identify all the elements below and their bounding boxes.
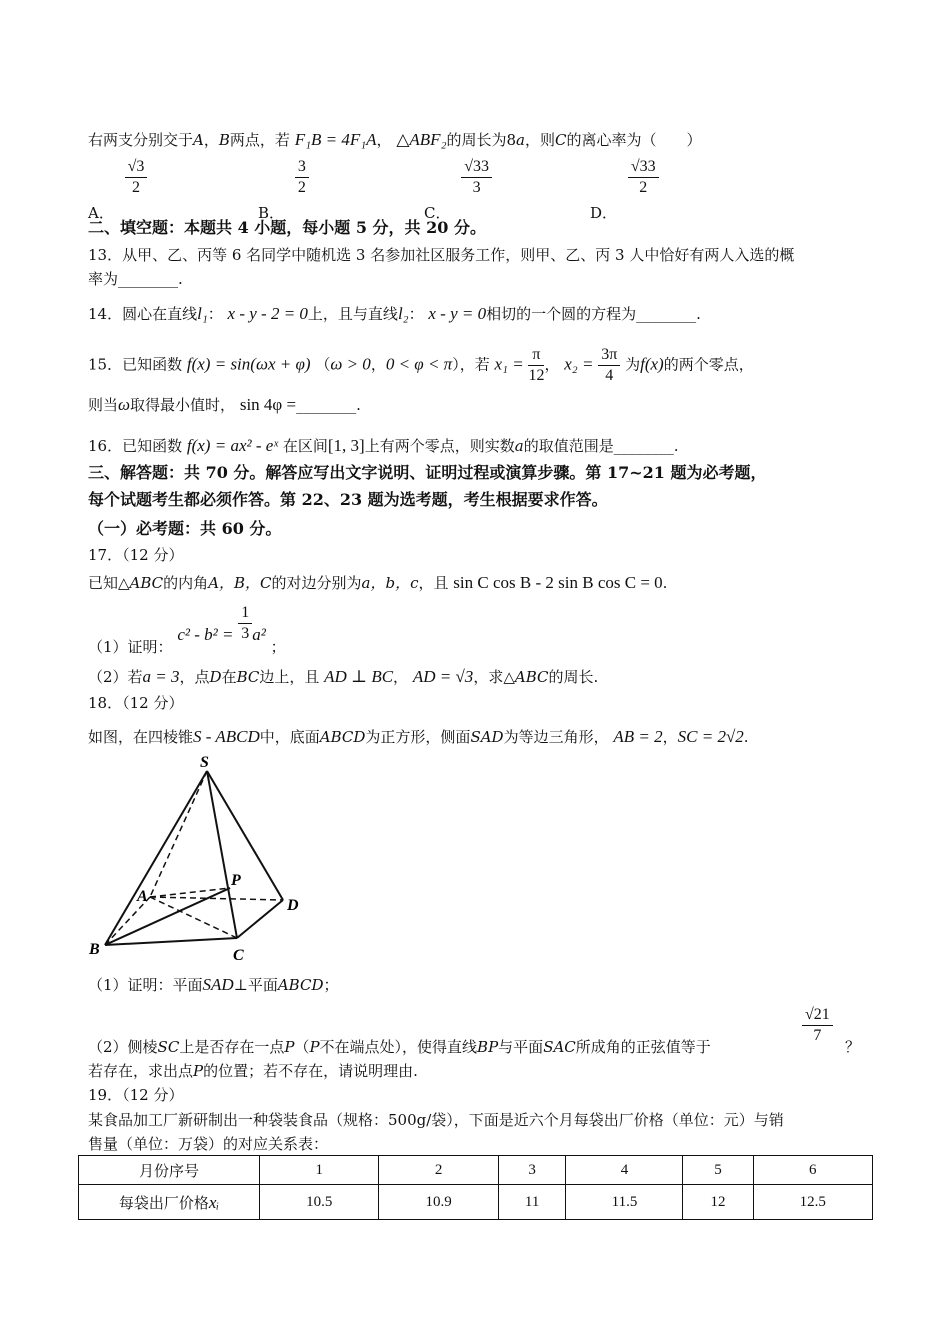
table-cell: 12 <box>683 1185 753 1220</box>
table-cell: 10.5 <box>260 1185 379 1220</box>
q15-x2-fraction: $\frac{3\pi}{4}$ <box>598 345 620 386</box>
q13-line1: 13．从甲、乙、丙等 6 名同学中随机选 3 名参加社区服务工作，则甲、乙、丙 3 人中恰好有两人入选的概 <box>88 246 795 264</box>
pyramid-figure <box>85 755 315 965</box>
q18-part2-line1: （2）侧棱SC上是否存在一点P（P不在端点处），使得直线BP与平面SAC所成角的正弦值等于 <box>88 1038 711 1056</box>
q18-part2-line2: 若存在，求出点P的位置；若不存在，请说明理由. <box>88 1062 418 1080</box>
table-cell: 12.5 <box>753 1185 872 1220</box>
q18-sine-fraction: $\frac{√21}{7}$ <box>802 1005 833 1046</box>
label-D: D <box>287 897 299 914</box>
table-cell: 6 <box>753 1156 872 1185</box>
q14-line2-equation: x - y = 0 <box>428 304 487 323</box>
table-cell: 3 <box>498 1156 566 1185</box>
q12-stem: 右两支分别交于A，B两点，若 F₁B = 4F₁A， △ABF₂的周长为8a，则C的离心率为（ ） <box>88 130 702 149</box>
price-table <box>78 1155 873 1220</box>
q18-question-mark: ？ <box>845 1038 861 1056</box>
q12-condition-vector: F₁B = 4F₁A <box>294 130 377 149</box>
edge-SB <box>105 771 207 945</box>
q18-head: 18．（12 分） <box>88 694 184 712</box>
q17-condition: sin C cos B - 2 sin B cos C = 0 <box>453 573 663 592</box>
q15-answer-expression: sin 4φ = <box>239 395 297 414</box>
edge-AD <box>150 897 283 900</box>
edge-BC <box>105 938 237 945</box>
q12-option-b: B． $\frac{3}{2}$ <box>258 157 309 198</box>
q17-stem: 已知△ABC的内角A，B，C的对边分别为a，b，c，且 sin C cos B - 2 sin B cos C = 0. <box>88 573 668 592</box>
label-A: A <box>137 888 148 905</box>
table-header-price: 每袋出厂价格xᵢ <box>79 1185 260 1220</box>
q19-line1: 某食品加工厂新研制出一种袋装食品（规格：500g/袋），下面是近六个月每袋出厂价格（单位：元）与销 <box>88 1111 784 1129</box>
table-cell: 10.9 <box>379 1185 498 1220</box>
section-3-subheading: （一）必考题：共 60 分。 <box>88 519 282 538</box>
q15-x1-fraction: $\frac{\pi}{12}$ <box>528 346 545 384</box>
table-cell: 2 <box>379 1156 498 1185</box>
segment-BP <box>105 888 230 945</box>
section-3-line2: 每个试题考生都必须作答。第 22、23 题为选考题，考生根据要求作答。 <box>88 490 608 509</box>
edge-CD <box>237 900 283 938</box>
section-3-line1: 三、解答题：共 70 分。解答应写出文字说明、证明过程或演算步骤。第 17~21 题为必考题， <box>88 463 767 482</box>
q14-line1-equation: x - y - 2 = 0 <box>227 304 308 323</box>
section-2-heading: 二、填空题：本题共 4 小题，每小题 5 分，共 20 分。 <box>88 218 486 237</box>
label-S: S <box>200 755 209 771</box>
table-row <box>79 1185 873 1220</box>
q17-part1: （1）证明： c² - b² = $\frac{1}{3}$ a² ； <box>88 604 286 656</box>
q15-function: f(x) = sin(ωx + φ) <box>186 354 311 374</box>
table-header-month: 月份序号 <box>79 1156 260 1185</box>
label-P: P <box>231 872 241 889</box>
table-row <box>79 1156 873 1185</box>
q16: 16．已知函数 f(x) = ax² - eˣ 在区间[1, 3]上有两个零点，则实数a的取值范围是________. <box>88 436 679 455</box>
table-cell: 4 <box>566 1156 683 1185</box>
table-cell: 11.5 <box>566 1185 683 1220</box>
q16-function: f(x) = ax² - eˣ <box>186 436 279 455</box>
q15-line1: 15．已知函数 f(x) = sin(ωx + φ) （ω > 0，0 < φ < π），若 x₁ = $\frac{\pi}{12}$ ， x₂ = $\frac{3\pi}{4}$ 为f(x)的两个零点， <box>88 346 754 384</box>
q17-head: 17．（12 分） <box>88 546 184 564</box>
table-cell: 11 <box>498 1185 566 1220</box>
q18-part1: （1）证明：平面SAD⊥平面ABCD； <box>88 975 339 994</box>
q12-option-d: D． $\frac{√33}{2}$ <box>590 157 659 198</box>
q13-line2: 率为________. <box>88 270 183 288</box>
q12-option-a: A． $\frac{√3}{2}$ <box>88 157 147 198</box>
q19-line2: 售量（单位：万袋）的对应关系表： <box>88 1135 329 1153</box>
q12-option-c: C． $\frac{√33}{3}$ <box>424 157 492 198</box>
q14: 14．圆心在直线l₁： x - y - 2 = 0上，且与直线l₂： x - y = 0相切的一个圆的方程为________. <box>88 304 701 323</box>
table-cell: 1 <box>260 1156 379 1185</box>
q17-one-third: $\frac{1}{3}$ <box>238 603 252 644</box>
table-cell: 5 <box>683 1156 753 1185</box>
label-C: C <box>233 947 244 964</box>
q12-triangle: △ABF₂ <box>396 130 447 149</box>
q18-stem: 如图，在四棱锥S - ABCD中，底面ABCD为正方形，侧面SAD为等边三角形， AB = 2，SC = 2√2. <box>88 727 749 746</box>
label-B: B <box>89 941 100 958</box>
edge-SA <box>150 771 207 897</box>
q19-head: 19．（12 分） <box>88 1086 184 1104</box>
q17-part2: （2）若a = 3，点D在BC边上，且 AD ⊥ BC， AD = √3，求△ABC的周长. <box>88 667 599 686</box>
q15-line2: 则当ω取得最小值时， sin 4φ =________. <box>88 395 361 414</box>
